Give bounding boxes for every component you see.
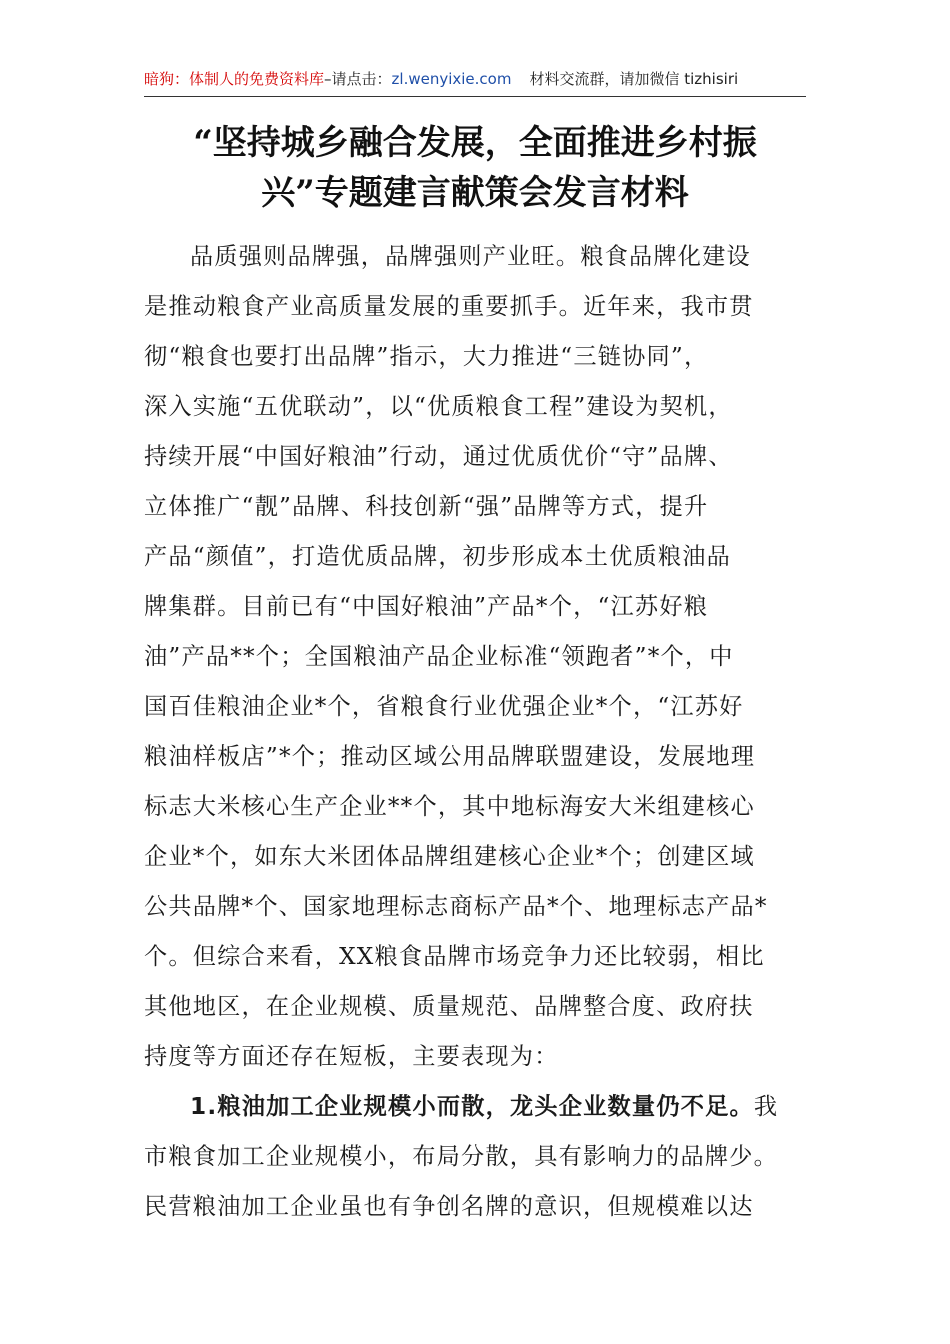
body-line: 民营粮油加工企业虽也有争创名牌的意识，但规模难以达 xyxy=(144,1193,754,1220)
body-line: 粮油样板店”*个；推动区域公用品牌联盟建设，发展地理 xyxy=(144,743,756,770)
body-line: 产品“颜值”，打造优质品牌，初步形成本土优质粮油品 xyxy=(144,543,732,570)
body-line-with-heading xyxy=(144,1082,806,1132)
body-line: 油”产品**个；全国粮油产品企业标准“领跑者”*个，中 xyxy=(144,643,734,670)
header-link[interactable]: zl.wenyixie.com xyxy=(391,70,512,88)
header-site-name: 暗狗：体制人的免费资料库 xyxy=(144,70,325,88)
body-line: 持度等方面还存在短板，主要表现为： xyxy=(144,1043,559,1070)
header-click-prompt: –请点击： xyxy=(324,70,392,88)
heading-tail: 我 xyxy=(753,1093,779,1120)
body-line: 深入实施“五优联动”，以“优质粮食工程”建设为契机， xyxy=(144,393,733,420)
body-line: 立体推广“靓”品牌、科技创新“强”品牌等方式，提升 xyxy=(144,493,709,520)
paragraph-1 xyxy=(144,232,806,1082)
title-line-2: 兴”专题建言献策会发言材料 xyxy=(261,173,689,213)
body-line: 其他地区，在企业规模、质量规范、品牌整合度、政府扶 xyxy=(144,993,754,1020)
body-line: 市粮食加工企业规模小，布局分散，具有影响力的品牌少。 xyxy=(144,1143,779,1170)
body-line: 国百佳粮油企业*个，省粮食行业优强企业*个，“江苏好 xyxy=(144,693,744,720)
body-line: 品质强则品牌强，品牌强则产业旺。粮食品牌化建设 xyxy=(190,243,751,270)
body-line: 企业*个，如东大米团体品牌组建核心企业*个；创建区域 xyxy=(144,843,755,870)
page-header xyxy=(144,62,806,97)
body-line: 公共品牌*个、国家地理标志商标产品*个、地理标志产品* xyxy=(144,893,768,920)
section-heading: 1.粮油加工企业规模小而散，龙头企业数量仍不足。 xyxy=(190,1093,754,1120)
document-body xyxy=(144,232,806,1232)
body-line: 彻“粮食也要打出品牌”指示，大力推进“三链协同”， xyxy=(144,343,709,370)
body-line: 是推动粮食产业高质量发展的重要抓手。近年来，我市贯 xyxy=(144,293,754,320)
title-line-1: “坚持城乡融合发展，全面推进乡村振 xyxy=(193,123,757,163)
body-line: 牌集群。目前已有“中国好粮油”产品*个，“江苏好粮 xyxy=(144,593,709,620)
body-line: 持续开展“中国好粮油”行动，通过优质优价“守”品牌、 xyxy=(144,443,733,470)
body-line: 个。但综合来看，XX粮食品牌市场竞争力还比较弱，相比 xyxy=(144,943,765,970)
body-line: 标志大米核心生产企业**个，其中地标海安大米组建核心 xyxy=(144,793,755,820)
header-wechat-note: 材料交流群，请加微信 tizhisiri xyxy=(529,70,739,88)
document-title xyxy=(144,118,806,218)
paragraph-2 xyxy=(144,1082,806,1232)
